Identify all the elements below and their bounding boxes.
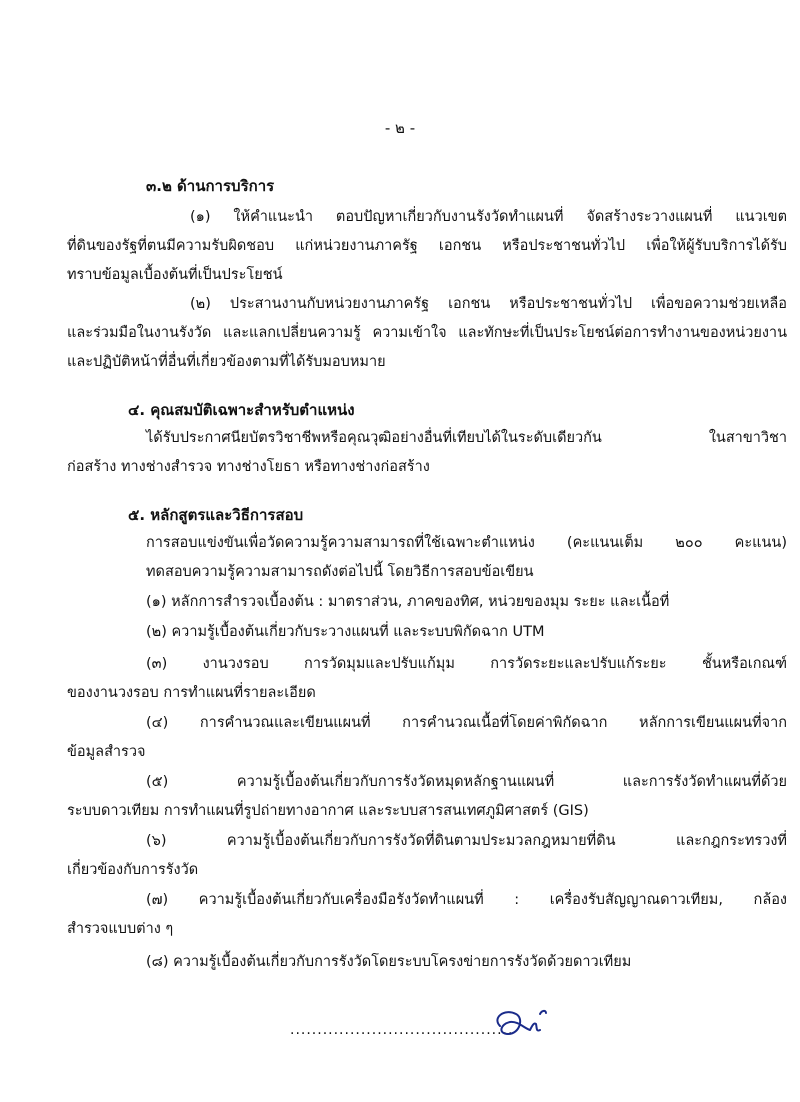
section-5-item-5-line-2: ระบบดาวเทียม การทำแผนที่รูปถ่ายทางอากาศ และระบบสารสนเทศภูมิศาสตร์ (GIS) [67,803,589,819]
section-3-2-item-2-line-1: (๒) ประสานงานกับหน่วยงานภาครัฐ เอกชน หรือประชาชนทั่วไป เพื่อขอความช่วยเหลือ [190,296,787,312]
section-5-item-8-line-1: (๘) ความรู้เบื้องต้นเกี่ยวกับการรังวัดโดยระบบโครงข่ายการรังวัดด้วยดาวเทียม [146,954,632,970]
signature-dots: ......................................... [290,1022,514,1038]
section-5-heading: ๕. หลักสูตรและวิธีการสอบ [128,506,304,524]
section-4-line-1: ได้รับประกาศนียบัตรวิชาชีพหรือคุณวุฒิอย่างอื่นที่เทียบได้ในระดับเดียวกัน ในสาขาวิชา [146,430,787,446]
signature-block [290,1004,550,1044]
section-3-2-heading: ๓.๒ ด้านการบริการ [146,177,275,195]
section-5-item-6-line-2: เกี่ยวข้องกับการรังวัด [67,862,199,878]
section-5-item-6-line-1: (๖) ความรู้เบื้องต้นเกี่ยวกับการรังวัดที่ดินตามประมวลกฎหมายที่ดิน และกฎกระทรวงที่ [146,833,787,849]
section-3-2-item-1-line-2: ที่ดินของรัฐที่ตนมีความรับผิดชอบ แก่หน่วยงานภาครัฐ เอกชน หรือประชาชนทั่วไป เพื่อให้ผู้รับบริการได้รับ [67,238,787,254]
page-number: - ๒ - [384,119,416,137]
section-3-2-item-1-line-3: ทราบข้อมูลเบื้องต้นที่เป็นประโยชน์ [67,267,283,283]
section-5-item-2-line-1: (๒) ความรู้เบื้องต้นเกี่ยวกับระวางแผนที่ และระบบพิกัดฉาก UTM [146,624,545,640]
section-5-item-5-line-1: (๕) ความรู้เบื้องต้นเกี่ยวกับการรังวัดหมุดหลักฐานแผนที่ และการรังวัดทำแผนที่ด้วย [146,774,787,790]
section-5-item-7-line-2: สำรวจแบบต่าง ๆ [67,921,174,937]
section-4-heading: ๔. คุณสมบัติเฉพาะสำหรับตำแหน่ง [128,401,355,419]
section-3-2-item-2-line-3: และปฏิบัติหน้าที่อื่นที่เกี่ยวข้องตามที่ได้รับมอบหมาย [67,354,386,370]
section-5-item-3-line-1: (๓) งานวงรอบ การวัดมุมและปรับแก้มุม การวัดระยะและปรับแก้ระยะ ชั้นหรือเกณฑ์ [146,656,787,672]
section-3-2-item-2-line-2: และร่วมมือในงานรังวัด และแลกเปลี่ยนความรู้ ความเข้าใจ และทักษะที่เป็นประโยชน์ต่อการทำงานของหน่วยงาน [67,325,787,341]
section-3-2-item-1-line-1: (๑) ให้คำแนะนำ ตอบปัญหาเกี่ยวกับงานรังวัดทำแผนที่ จัดสร้างระวางแผนที่ แนวเขต [190,209,787,225]
section-5-intro-line-2: ทดสอบความรู้ความสามารถดังต่อไปนี้ โดยวิธีการสอบข้อเขียน [146,564,534,580]
section-5-item-4-line-2: ข้อมูลสำรวจ [67,744,146,760]
handwritten-signature-icon [490,1004,550,1044]
section-5-item-7-line-1: (๗) ความรู้เบื้องต้นเกี่ยวกับเครื่องมือรังวัดทำแผนที่ : เครื่องรับสัญญาณดาวเทียม, กล้อง [146,892,787,908]
section-5-item-1-line-1: (๑) หลักการสำรวจเบื้องต้น : มาตราส่วน, ภาคของทิศ, หน่วยของมุม ระยะ และเนื้อที่ [146,594,670,610]
section-4-line-2: ก่อสร้าง ทางช่างสำรวจ ทางช่างโยธา หรือทางช่างก่อสร้าง [67,459,430,475]
section-5-item-3-line-2: ของงานวงรอบ การทำแผนที่รายละเอียด [67,685,316,701]
section-5-intro-line-1: การสอบแข่งขันเพื่อวัดความรู้ความสามารถที่ใช้เฉพาะตำแหน่ง (คะแนนเต็ม ๒๐๐ คะแนน) [146,535,787,551]
section-5-item-4-line-1: (๔) การคำนวณและเขียนแผนที่ การคำนวณเนื้อที่โดยค่าพิกัดฉาก หลักการเขียนแผนที่จาก [146,715,787,731]
